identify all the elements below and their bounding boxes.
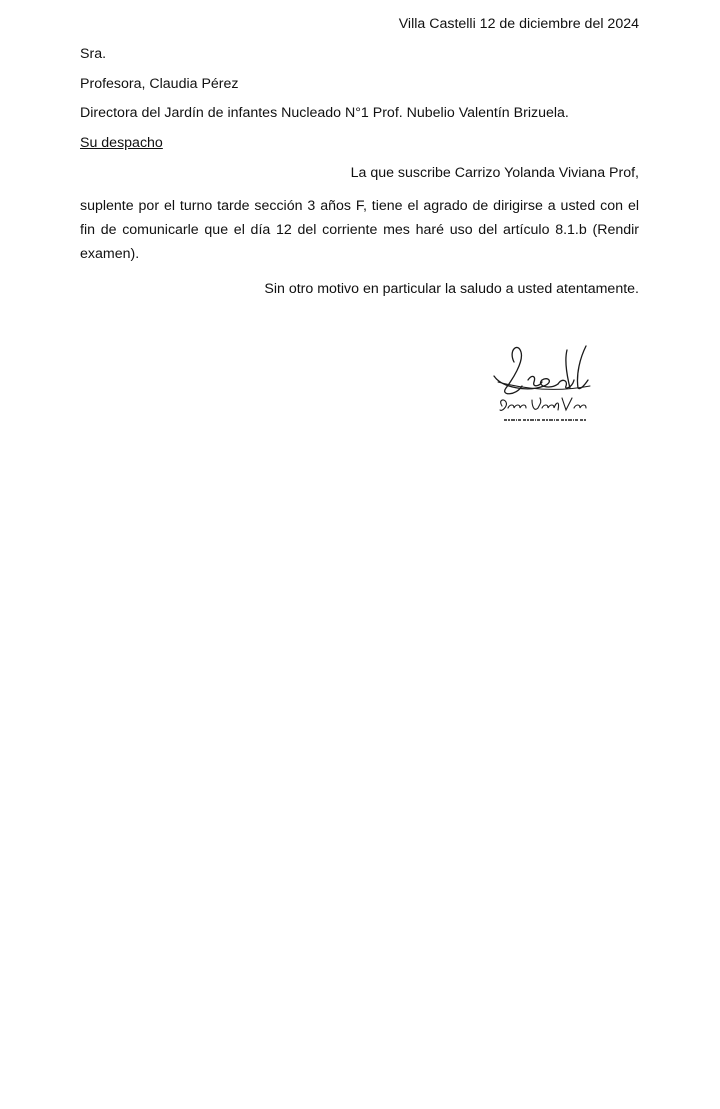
place-date: Villa Castelli 12 de diciembre del 2024 bbox=[398, 16, 639, 32]
body-paragraph: suplente por el turno tarde sección 3 años F, tiene el agrado de dirigirse a usted con el fin de comunicarle que el día 12 del corriente mes haré uso del artículo 8.1.b (Rendir examen). bbox=[80, 198, 639, 262]
signature-graphic bbox=[488, 340, 600, 430]
office-line: Su despacho bbox=[80, 135, 163, 151]
closing-line: Sin otro motivo en particular la saludo a usted atentamente. bbox=[264, 281, 639, 297]
intro-line: La que suscribe Carrizo Yolanda Viviana Prof, bbox=[350, 165, 639, 181]
recipient-role: Directora del Jardín de infantes Nucleado N°1 Prof. Nubelio Valentín Brizuela. bbox=[80, 105, 569, 121]
salutation: Sra. bbox=[80, 46, 107, 62]
signature bbox=[488, 340, 600, 430]
recipient-name: Profesora, Claudia Pérez bbox=[80, 76, 239, 92]
